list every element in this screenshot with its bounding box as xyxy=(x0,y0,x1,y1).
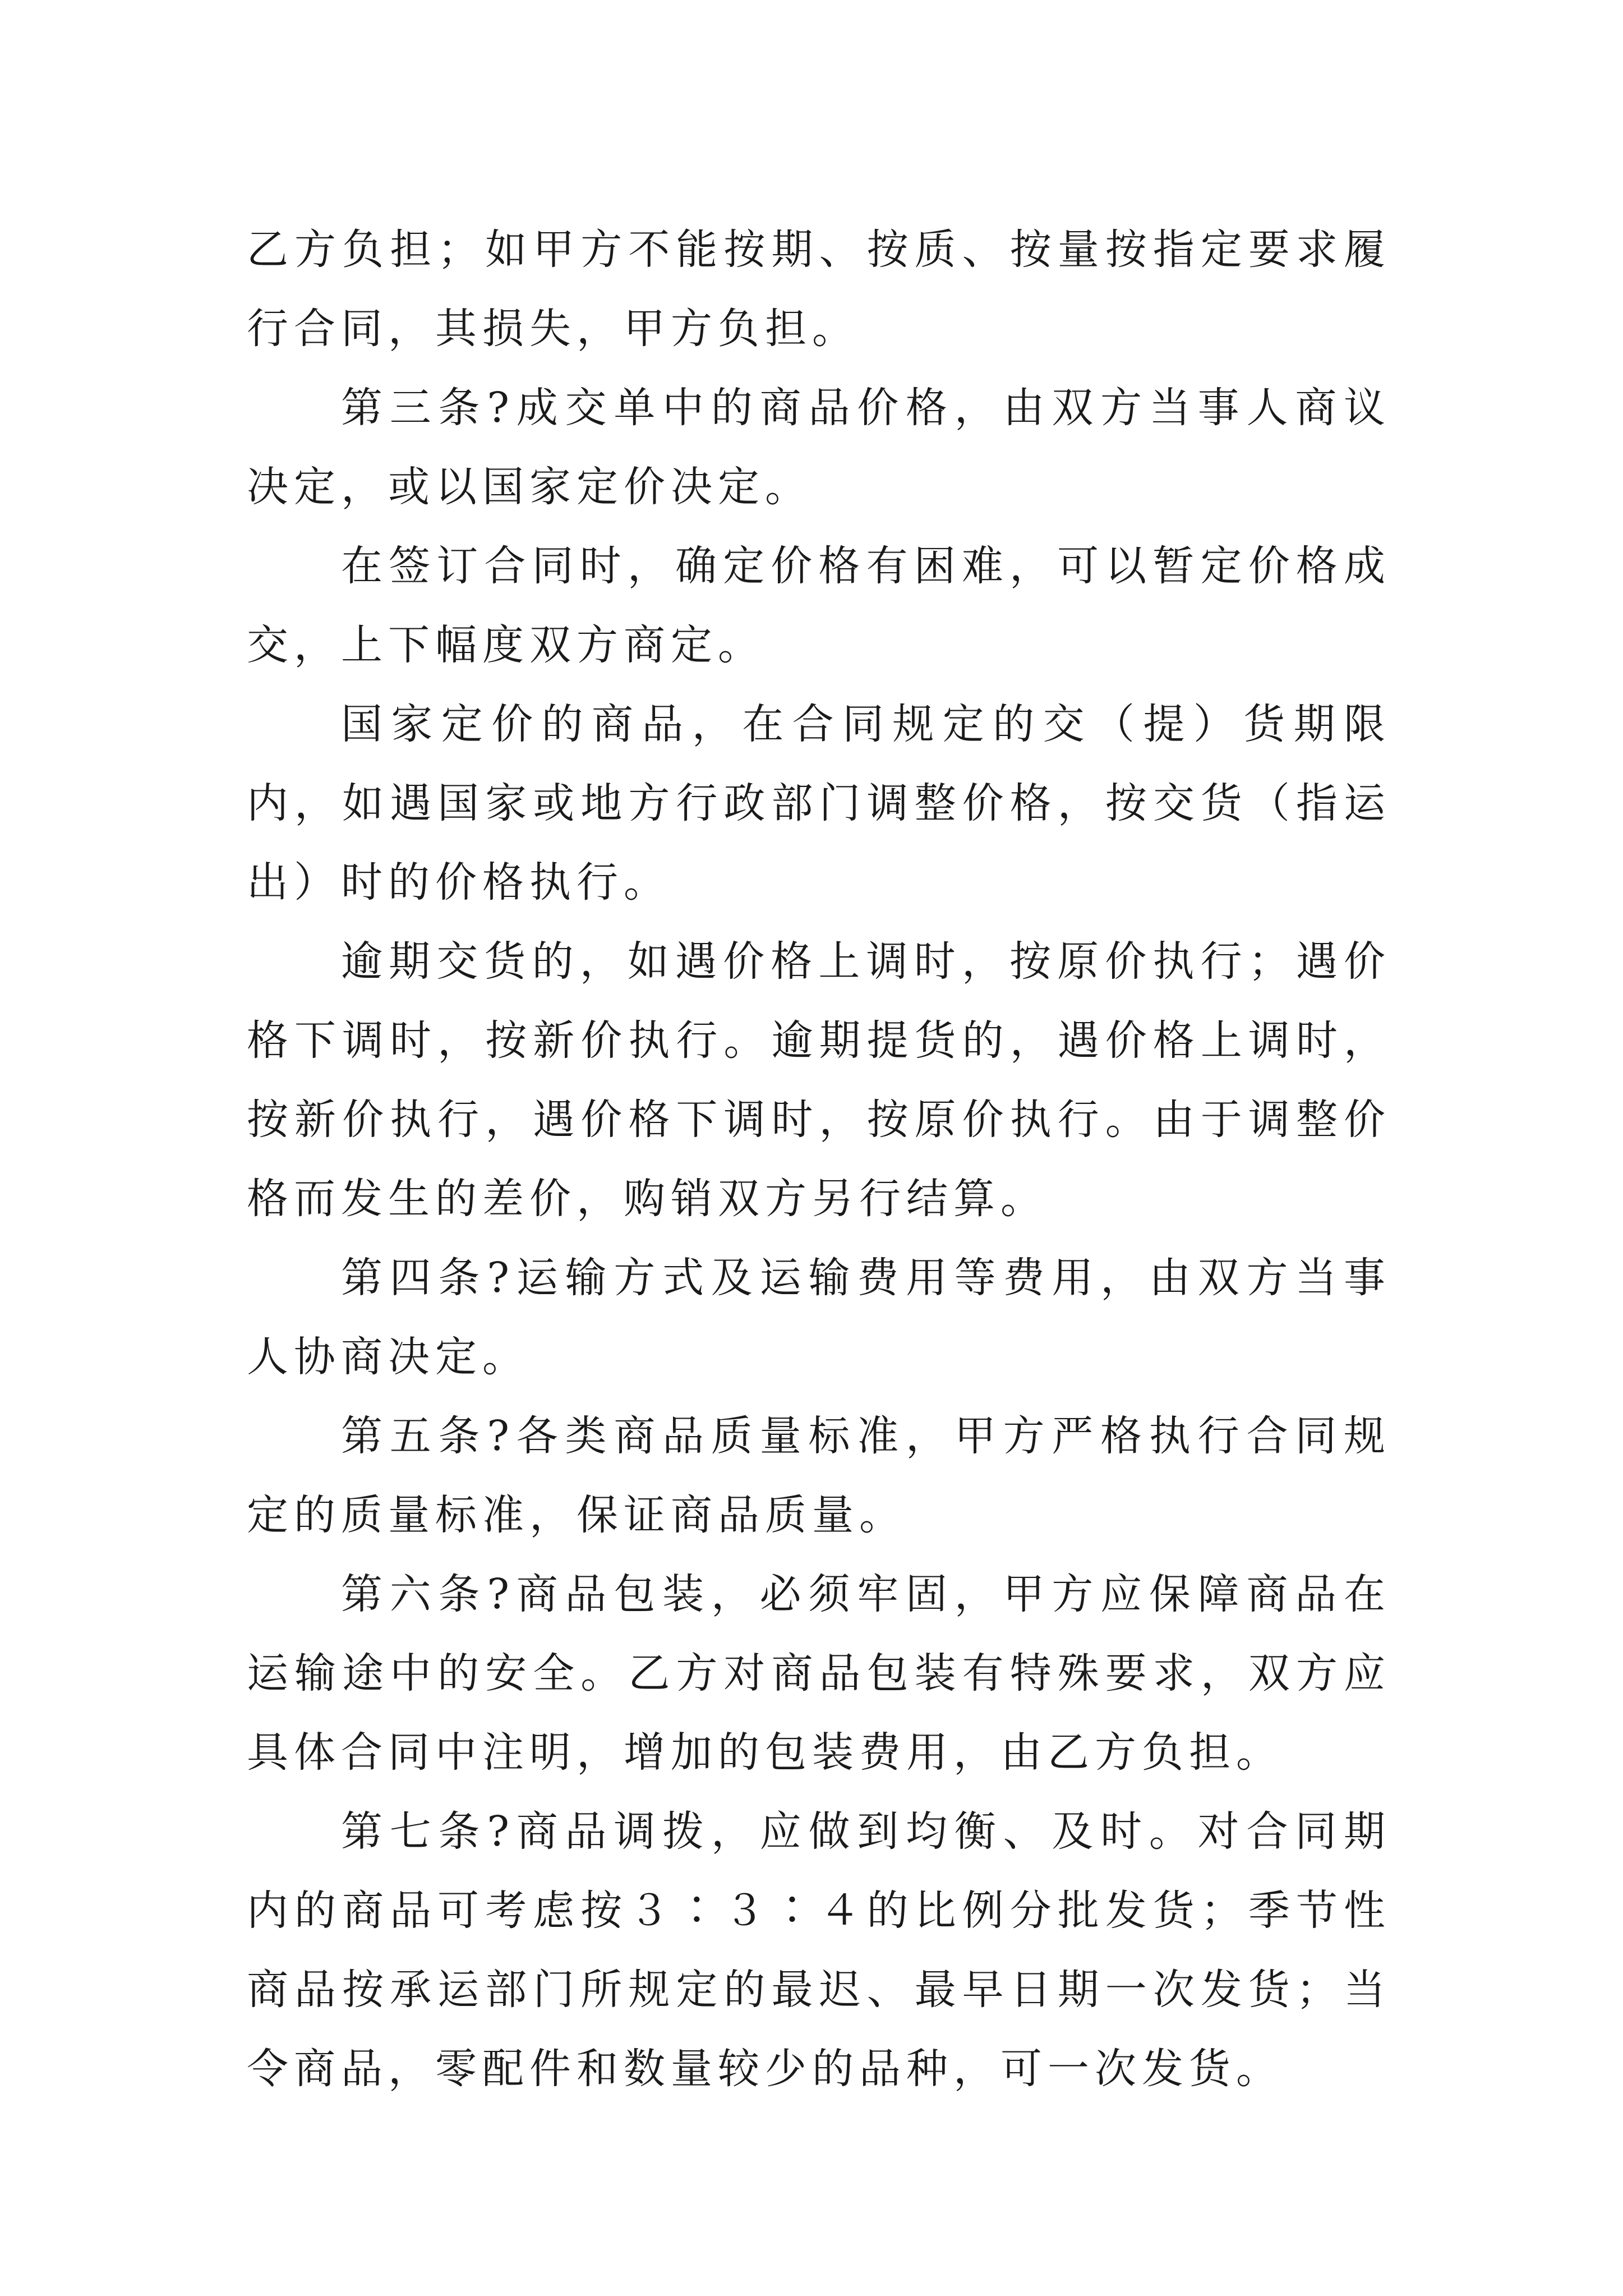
paragraph-article-7: 第七条?商品调拨，应做到均衡、及时。对合同期内的商品可考虑按３∶３∶４的比例分批发货；季节性商品按承运部门所规定的最迟、最早日期一次发货；当令商品，零配件和数量较少的品种，可一次发货。 xyxy=(247,1807,1391,2093)
paragraph-continuation: 乙方负担；如甲方不能按期、按质、按量按指定要求履行合同，其损失，甲方负担。 xyxy=(247,226,1391,353)
paragraph-article-4: 第四条?运输方式及运输费用等费用，由双方当事人协商决定。 xyxy=(247,1254,1391,1381)
paragraph-article-3: 第三条?成交单中的商品价格，由双方当事人商议决定，或以国家定价决定。 xyxy=(247,384,1391,511)
paragraph-article-5: 第五条?各类商品质量标准，甲方严格执行合同规定的质量标准，保证商品质量。 xyxy=(247,1412,1391,1539)
paragraph-state-price: 国家定价的商品，在合同规定的交（提）货期限内，如遇国家或地方行政部门调整价格，按交货（指运出）时的价格执行。 xyxy=(247,700,1391,907)
paragraph-provisional-price: 在签订合同时，确定价格有困难，可以暂定价格成交，上下幅度双方商定。 xyxy=(247,542,1391,669)
paragraph-article-6: 第六条?商品包装，必须牢固，甲方应保障商品在运输途中的安全。乙方对商品包装有特殊要求，双方应具体合同中注明，增加的包装费用，由乙方负担。 xyxy=(247,1570,1391,1777)
paragraph-overdue-delivery: 逾期交货的，如遇价格上调时，按原价执行；遇价格下调时，按新价执行。逾期提货的，遇价格上调时，按新价执行，遇价格下调时，按原价执行。由于调整价格而发生的差价，购销双方另行结算。 xyxy=(247,937,1391,1223)
document-body xyxy=(247,210,1391,2109)
